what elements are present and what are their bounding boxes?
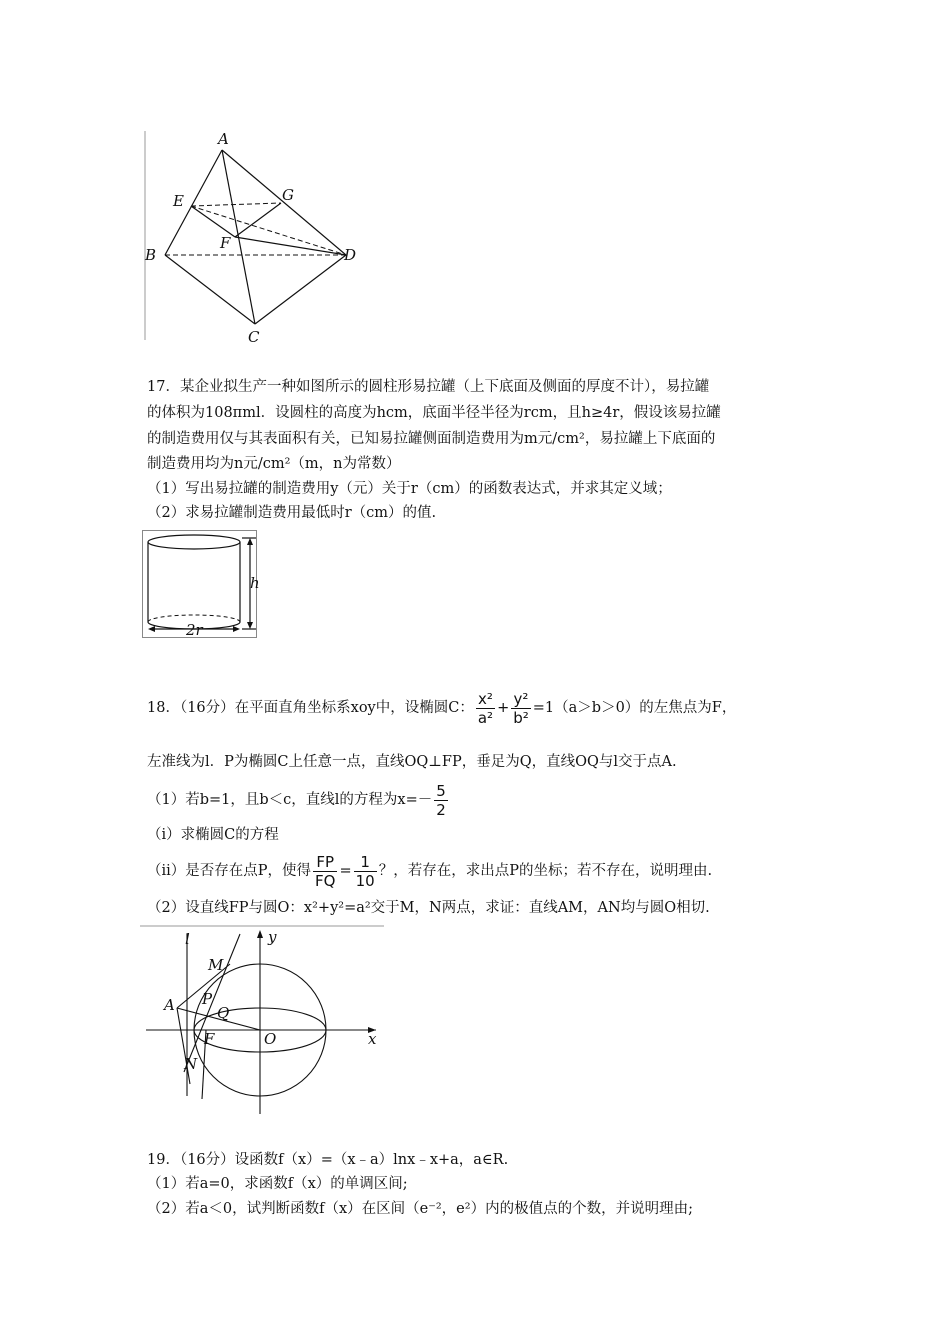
- fraction-fp-fq: [313, 853, 337, 890]
- edge-dc: [255, 255, 346, 324]
- problem19-question2: （2）若a＜0，试判断函数f（x）在区间（e⁻²，e²）内的极值点的个数，并说明理由;: [147, 1201, 693, 1217]
- problem18-question1: [147, 780, 450, 820]
- label-o: O: [264, 1030, 277, 1048]
- fraction-denominator: a²: [477, 708, 494, 727]
- segment-ed-dashed: [191, 206, 346, 255]
- fraction-x2-a2: [476, 690, 495, 727]
- diameter-arrowhead-left: [148, 626, 155, 632]
- label-f: F: [204, 1030, 215, 1048]
- label-e: E: [173, 192, 184, 210]
- problem18-intro-start: 18．（16分）在平面直角坐标系xoy中，设椭圆C：: [147, 700, 474, 716]
- fraction-denominator: 2: [436, 800, 446, 819]
- problem19-intro: 19．（16分）设函数f（x）=（x﹣a）lnx﹣x+a，a∈R.: [147, 1152, 509, 1168]
- height-arrowhead-up: [247, 538, 253, 545]
- label-c: C: [248, 328, 260, 346]
- label-h: h: [250, 574, 260, 592]
- label-p: P: [202, 990, 213, 1008]
- problem18-q1-text: （1）若b=1，且b＜c，直线l的方程为x=－: [147, 792, 433, 808]
- tetrahedron-figure: [140, 128, 380, 348]
- problem17-line1: 17．某企业拟生产一种如图所示的圆柱形易拉罐（上下底面及侧面的厚度不计），易拉罐: [147, 379, 710, 395]
- fraction-denominator: 10: [355, 871, 375, 890]
- ellipse-figure: [140, 924, 390, 1119]
- fraction-numerator: x²: [476, 690, 495, 709]
- cylinder-diagram: [142, 530, 260, 640]
- fraction-numerator: 1: [354, 853, 377, 872]
- diameter-arrowhead-right: [233, 626, 240, 632]
- fraction-y2-b2: [511, 690, 531, 727]
- label-g: G: [282, 186, 294, 204]
- problem18-qii-end: ？，若存在，求出点P的坐标；若不存在，说明理由.: [378, 863, 713, 879]
- cylinder-top-ellipse: [148, 535, 240, 549]
- problem18-question-i: （i）求椭圆C的方程: [147, 827, 279, 843]
- problem19-question1: （1）若a=0，求函数f（x）的单调区间;: [147, 1176, 408, 1192]
- label-a: A: [218, 130, 229, 148]
- problem18-intro: [147, 688, 736, 728]
- problem17-line3: 的制造费用仅与其表面积有关，已知易拉罐侧面制造费用为m元/cm²，易拉罐上下底面的: [147, 431, 716, 447]
- problem18-question-ii: [147, 851, 712, 891]
- cylinder-figure: [142, 530, 260, 640]
- problem18-line2: 左准线为l．P为椭圆C上任意一点，直线OQ⊥FP，垂足为Q，直线OQ与l交于点A.: [147, 754, 677, 770]
- label-b: B: [145, 246, 157, 264]
- problem17-question2: （2）求易拉罐制造费用最低时r（cm）的值.: [147, 505, 437, 521]
- label-q: Q: [217, 1004, 230, 1022]
- segment-fg: [235, 203, 281, 237]
- fraction-numerator: y²: [511, 690, 531, 709]
- label-l: l: [185, 930, 190, 948]
- label-2r: 2r: [186, 621, 203, 639]
- problem18-qii-start: （ii）是否存在点P，使得: [147, 863, 312, 879]
- problem18-question2: （2）设直线FP与圆O：x²+y²=a²交于M，N两点，求证：直线AM，AN均与圆O相切.: [147, 900, 710, 916]
- label-d: D: [344, 246, 357, 264]
- ellipse-diagram: [140, 924, 390, 1119]
- label-a: A: [164, 996, 175, 1014]
- height-arrowhead-down: [247, 622, 253, 629]
- fraction-1-10: [354, 853, 377, 890]
- problem17-line2: 的体积为108πml．设圆柱的高度为hcm，底面半径半径为rcm，且h≥4r，假设该易拉罐: [147, 405, 721, 421]
- problem18-intro-end: =1（a＞b＞0）的左焦点为F，: [532, 700, 737, 716]
- edge-bc: [165, 255, 255, 324]
- fraction-numerator: 5: [436, 781, 446, 800]
- tetrahedron-diagram: [140, 128, 380, 348]
- label-n: N: [184, 1055, 198, 1073]
- segment-ef: [191, 206, 235, 237]
- fraction-5-2: [434, 782, 448, 819]
- problem17-question1: （1）写出易拉罐的制造费用y（元）关于r（cm）的函数表达式，并求其定义域；: [147, 481, 672, 497]
- problem17-line4: 制造费用均为n元/cm²（m，n为常数）: [147, 456, 401, 472]
- y-arrowhead: [257, 930, 263, 938]
- segment-fd: [235, 237, 346, 255]
- label-y: y: [268, 928, 277, 946]
- segment-eg-dashed: [191, 203, 281, 206]
- plus-sign: +: [497, 700, 510, 716]
- equals-sign: =: [339, 863, 352, 879]
- label-x: x: [368, 1030, 377, 1048]
- label-m: M: [208, 956, 224, 974]
- fraction-denominator: FQ: [315, 871, 336, 890]
- label-f: F: [220, 234, 231, 252]
- fraction-numerator: FP: [313, 853, 337, 872]
- fraction-denominator: b²: [513, 708, 529, 727]
